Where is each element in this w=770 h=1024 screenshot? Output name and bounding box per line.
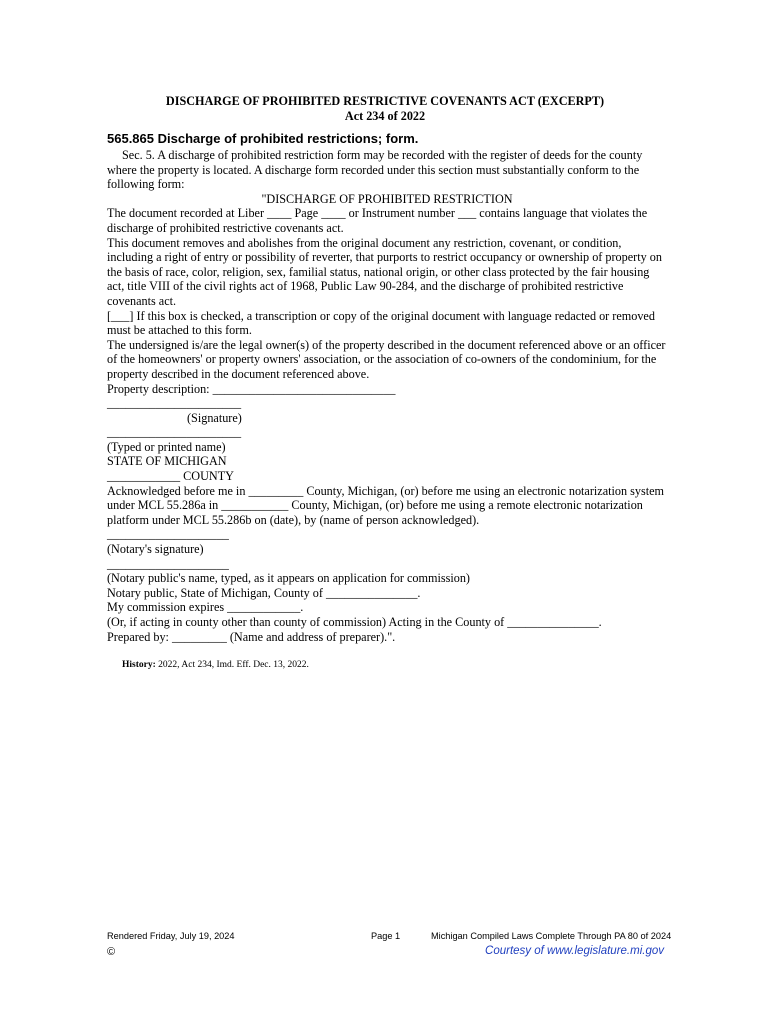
history-label: History: — [122, 660, 156, 670]
copyright-symbol: © — [107, 946, 116, 958]
prepared-by-line: Prepared by: _________ (Name and address of preparer).". — [107, 629, 396, 644]
notary-state-line: Notary public, State of Michigan, County of _______________. — [107, 585, 421, 600]
signature-label: (Signature) — [187, 410, 242, 425]
acting-county-line: (Or, if acting in county other than county of commission) Acting in the County of _______________. — [107, 615, 602, 629]
history-text: 2022, Act 234, Imd. Eff. Dec. 13, 2022. — [155, 660, 309, 670]
notary-signature-label: (Notary's signature) — [107, 542, 204, 557]
checkbox-paragraph: [___] If this box is checked, a transcription or copy of the original document with language redacted or removed must be attached to this form. — [107, 308, 655, 338]
commission-line: My commission expires ____________. — [107, 600, 304, 615]
signature-line: ______________________ — [107, 396, 242, 411]
footer-page-number: Page 1 — [371, 931, 401, 941]
act-subtitle: Act 234 of 2022 — [344, 109, 426, 123]
courtesy-link[interactable]: Courtesy of www.legislature.mi.gov — [485, 945, 664, 957]
notary-name-label: (Notary public's name, typed, as it appears on application for commission) — [107, 571, 470, 586]
notary-signature-line: ____________________ — [107, 527, 229, 542]
typed-name-line: ______________________ — [107, 425, 242, 440]
intro-paragraph: Sec. 5. A discharge of prohibited restriction form may be recorded with the register of deeds for the county where the property is located. A discharge form recorded under this section must substantially conform to the following form: — [107, 148, 643, 192]
footer-compiled-through: Michigan Compiled Laws Complete Through PA 80 of 2024 — [431, 931, 672, 941]
footer-rendered-date: Rendered Friday, July 19, 2024 — [107, 931, 235, 941]
property-description: Property description: ______________________________ — [107, 381, 396, 396]
state-line: STATE OF MICHIGAN — [107, 454, 227, 469]
section-heading: 565.865 Discharge of prohibited restrictions; form. — [107, 131, 419, 146]
removal-paragraph: This document removes and abolishes from the original document any restriction, covenant, or condition, including a right of entry or possibility of reverter, that purports to restrict occupancy or ownership of property on the basis of race, color, religion, sex, familial status, national origin, or other class protected by the fair housing act, title VIII of the civil rights act of 1968, Public Law 90-284, and the discharge of prohibited restrictive covenants act. — [107, 235, 662, 308]
notary-name-line: ____________________ — [107, 556, 229, 571]
history-note — [122, 659, 309, 671]
acknowledgment-paragraph: Acknowledged before me in _________ County, Michigan, (or) before me using an electronic notarization system under MCL 55.286a in ___________ County, Michigan, (or) before me using a remote electronic notarization platform under MCL 55.286b on (date), by (name of person acknowledged). — [107, 483, 664, 527]
owner-paragraph: The undersigned is/are the legal owner(s) of the property described in the document referenced above or an officer of the homeowners' or property owners' association, or the association of co-owners of the condominium, for the property described in the document referenced above. — [107, 337, 666, 381]
statute-body — [107, 148, 667, 644]
county-line: ____________ COUNTY — [107, 469, 234, 484]
document-title: DISCHARGE OF PROHIBITED RESTRICTIVE COVENANTS ACT (EXCERPT) — [165, 94, 605, 108]
form-title: "DISCHARGE OF PROHIBITED RESTRICTION — [261, 191, 513, 206]
typed-name-label: (Typed or printed name) — [107, 439, 226, 454]
liber-paragraph: The document recorded at Liber ____ Page ____ or Instrument number ___ contains language that violates the discharge of prohibited restrictive covenants act. — [107, 206, 648, 235]
